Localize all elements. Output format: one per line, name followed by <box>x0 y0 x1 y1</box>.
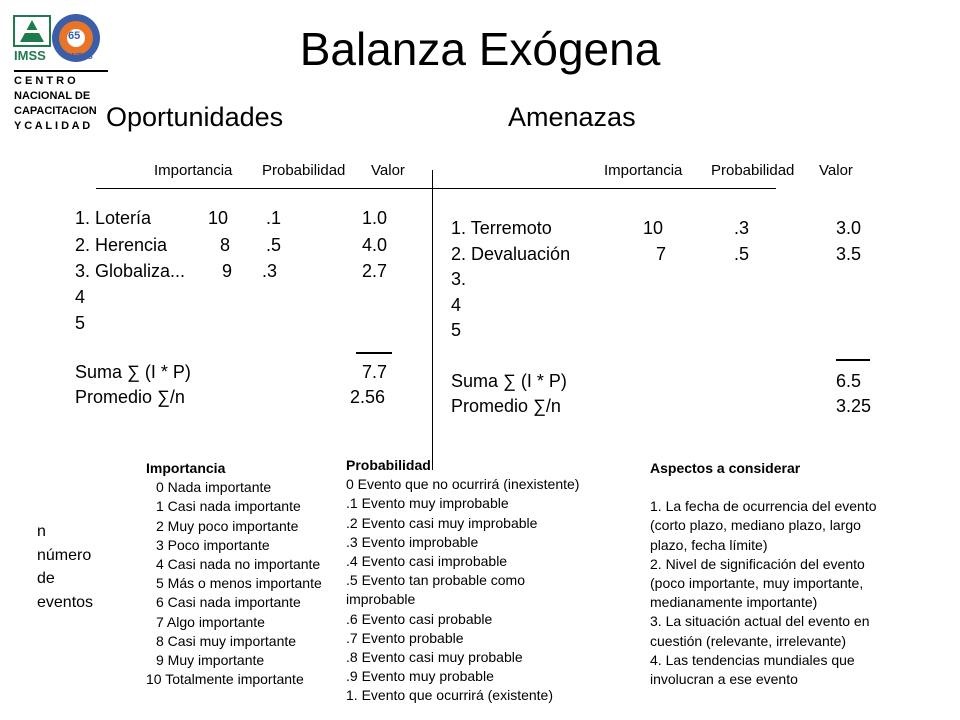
aspectos-item: 3. La situación actual del evento en <box>650 613 870 630</box>
logo-line: C E N T R O <box>14 75 76 87</box>
left-sum-underline <box>356 352 392 354</box>
legend-item: 1 Casi nada importante <box>156 498 301 515</box>
left-row-imp: 10 <box>208 208 229 228</box>
n-eventos-label <box>37 520 93 614</box>
aspectos-item: medianamente importante) <box>650 594 818 611</box>
left-row-imp: 8 <box>220 235 231 255</box>
page-title: Balanza Exógena <box>299 23 661 75</box>
left-promedio-label: Promedio ∑/n <box>75 387 185 407</box>
left-row-label: 4 <box>75 287 86 307</box>
legend-item: improbable <box>346 591 416 608</box>
left-header-probabilidad: Probabilidad <box>262 162 346 179</box>
horizontal-divider <box>96 188 776 189</box>
legend-item: 10 Totalmente importante <box>146 671 304 688</box>
right-row-label: 1. Terremoto <box>451 218 552 238</box>
emblem-number: 65 <box>68 30 81 42</box>
legend-item: 6 Casi nada importante <box>156 594 301 611</box>
aspectos-item: (corto plazo, mediano plazo, largo <box>650 517 861 534</box>
left-suma-label: Suma ∑ (I * P) <box>75 362 191 382</box>
logo-line: NACIONAL DE <box>14 90 91 102</box>
importancia-legend <box>146 459 346 689</box>
right-row-label: 5 <box>451 320 462 340</box>
probabilidad-legend <box>346 456 626 706</box>
right-promedio-label: Promedio ∑/n <box>451 396 561 416</box>
aspectos-spacer <box>650 478 910 497</box>
legend-item: .6 Evento casi probable <box>346 610 493 627</box>
sntss-text: SNTSS <box>66 52 93 61</box>
aspectos-item: involucran a ese evento <box>650 671 798 688</box>
right-header-probabilidad: Probabilidad <box>711 162 795 179</box>
logo-line: Y C A L I D A D <box>14 120 91 132</box>
right-row-label: 3. <box>451 269 467 289</box>
right-suma-label: Suma ∑ (I * P) <box>451 371 567 391</box>
legend-item: 2 Muy poco importante <box>156 517 299 534</box>
legend-item: .5 Evento tan probable como <box>346 572 526 589</box>
legend-item: .8 Evento casi muy probable <box>346 649 523 666</box>
right-row-label: 4 <box>451 295 462 315</box>
legend-item: 9 Muy importante <box>156 652 265 669</box>
left-row-label: 5 <box>75 313 86 333</box>
left-row-prob: .1 <box>266 208 282 228</box>
right-row-prob: .3 <box>734 218 750 238</box>
n-line: eventos <box>37 593 94 611</box>
aspectos-block <box>650 459 910 689</box>
imss-text: IMSS <box>14 48 46 63</box>
left-row-label: 2. Herencia <box>75 235 168 255</box>
right-row-imp: 7 <box>656 244 667 264</box>
legend-item: 8 Casi muy importante <box>156 632 297 649</box>
legend-item: 5 Más o menos importante <box>156 575 322 592</box>
right-promedio-value: 3.25 <box>836 396 872 416</box>
importancia-legend-title: Importancia <box>146 460 226 476</box>
legend-item: 0 Nada importante <box>156 479 272 496</box>
left-row-label: 1. Lotería <box>75 208 152 228</box>
legend-item: .3 Evento improbable <box>346 533 479 550</box>
oportunidades-title: Oportunidades <box>106 102 284 132</box>
amenazas-title: Amenazas <box>508 102 636 132</box>
left-row-valor: 4.0 <box>362 235 388 255</box>
left-row-prob: .5 <box>266 235 282 255</box>
aspectos-item: (poco importante, muy importante, <box>650 575 864 592</box>
legend-item: .2 Evento casi muy improbable <box>346 514 538 531</box>
left-row-imp: 9 <box>222 261 233 281</box>
legend-item: 1. Evento que ocurrirá (existente) <box>346 687 553 704</box>
left-header-valor: Valor <box>371 162 405 179</box>
n-line: n <box>37 523 46 540</box>
legend-item: 7 Algo importante <box>156 613 265 630</box>
aspectos-item: 1. La fecha de ocurrencia del evento <box>650 498 877 515</box>
aspectos-title: Aspectos a considerar <box>650 460 801 476</box>
right-row-valor: 3.5 <box>836 244 862 264</box>
legend-item: .1 Evento muy improbable <box>346 495 509 512</box>
logo-line: CAPACITACION <box>14 105 97 117</box>
logo-text-block <box>14 70 108 134</box>
left-row-label: 3. Globaliza... <box>75 261 186 281</box>
right-sum-underline <box>836 359 870 361</box>
n-line: de <box>37 570 55 587</box>
right-header-importancia: Importancia <box>604 162 683 179</box>
left-header-importancia: Importancia <box>154 162 233 179</box>
legend-item: .9 Evento muy probable <box>346 668 494 685</box>
legend-item: .4 Evento casi improbable <box>346 553 508 570</box>
right-row-imp: 10 <box>643 218 664 238</box>
left-row-valor: 2.7 <box>362 261 388 281</box>
legend-item: 4 Casi nada no importante <box>156 556 321 573</box>
right-row-valor: 3.0 <box>836 218 862 238</box>
probabilidad-legend-title: Probabilidad <box>346 457 431 473</box>
aspectos-item: 2. Nivel de significación del evento <box>650 555 865 572</box>
right-header-valor: Valor <box>819 162 853 179</box>
legend-item: .7 Evento probable <box>346 629 464 646</box>
n-line: número <box>37 546 92 564</box>
right-suma-value: 6.5 <box>836 371 862 391</box>
legend-item: 0 Evento que no ocurrirá (inexistente) <box>346 476 580 493</box>
right-row-label: 2. Devaluación <box>451 244 571 264</box>
left-row-prob: .3 <box>262 261 278 281</box>
aspectos-item: cuestión (relevante, irrelevante) <box>650 632 847 649</box>
right-row-prob: .5 <box>734 244 750 264</box>
left-row-valor: 1.0 <box>362 208 388 228</box>
vertical-divider <box>432 170 433 470</box>
left-suma-value: 7.7 <box>362 362 388 382</box>
left-promedio-value: 2.56 <box>350 387 386 407</box>
aspectos-item: 4. Las tendencias mundiales que <box>650 651 855 668</box>
aspectos-item: plazo, fecha límite) <box>650 536 768 553</box>
legend-item: 3 Poco importante <box>156 536 270 553</box>
